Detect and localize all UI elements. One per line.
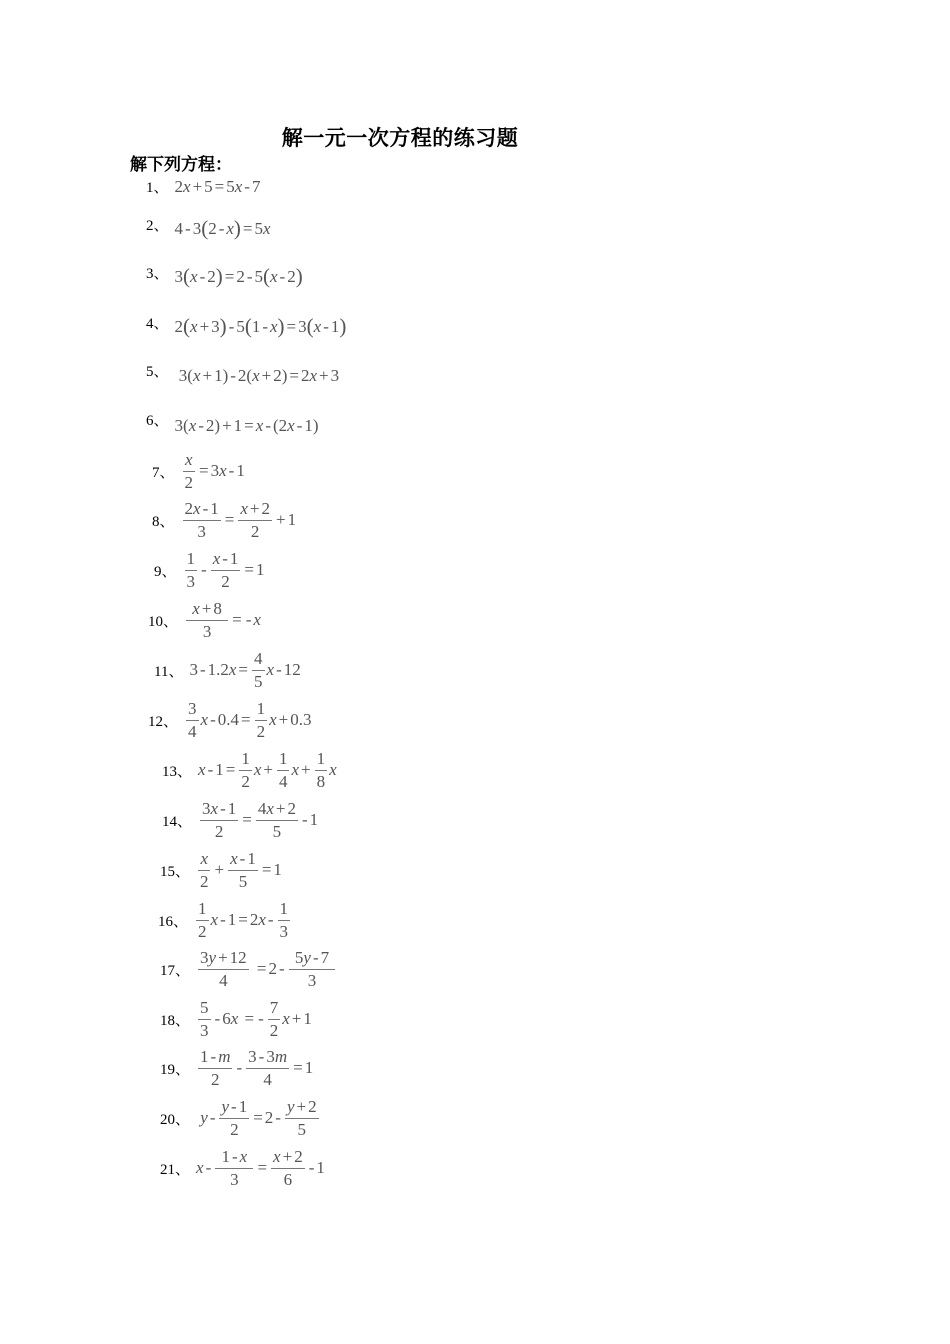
problem-number: 13、 (162, 763, 193, 780)
problem-7 (152, 450, 245, 492)
problem-18 (160, 998, 312, 1040)
problem-number: 21、 (160, 1161, 191, 1178)
equation: 2 ( x + 3 ) - 5 ( 1 - x ) = 3 ( x - 1 ) (174, 314, 347, 338)
problem-20 (160, 1097, 321, 1139)
problem-number: 14、 (162, 813, 193, 830)
equation: $\frac{x}{2}$ = 3 x - 1 (184, 450, 245, 492)
equation: $\frac{1}{2}$ x - 1 = 2 x - $\frac{1}{3}$ (198, 899, 289, 941)
problem-16 (158, 899, 292, 941)
problem-number: 4、 (146, 316, 169, 332)
instructions: 解下列方程： (130, 155, 232, 175)
problem-5 (146, 354, 339, 386)
problem-12 (148, 699, 311, 741)
equation: $\frac{1}{3}$ - $\frac{x - 1}{2}$ = 1 (186, 549, 265, 591)
equation: $\frac{3x - 1}{2}$ = $\frac{4x + 2}{5}$ - 1 (202, 799, 319, 841)
problem-number: 7、 (152, 464, 175, 481)
equation: 3 - 1.2 x = $\frac{4}{5}$ x - 12 (189, 649, 301, 691)
problem-10 (148, 599, 261, 641)
problem-number: 15、 (160, 863, 191, 880)
problem-2 (146, 208, 271, 241)
problem-number: 9、 (154, 563, 177, 580)
problem-number: 18、 (160, 1012, 191, 1029)
problem-number: 1、 (146, 180, 169, 196)
problem-3 (146, 256, 303, 289)
problem-number: 6、 (146, 412, 169, 429)
equation: $\frac{2x - 1}{3}$ = $\frac{x + 2}{2}$ + 1 (184, 499, 297, 541)
page-title: 解一元一次方程的练习题 (281, 126, 519, 150)
equation: $\frac{3y + 12}{4}$ = 2 - $\frac{5y - 7}{3}$ (200, 948, 334, 990)
equation: 4 - 3 ( 2 - x ) = 5 x (174, 216, 271, 240)
problem-number: 3、 (146, 266, 169, 282)
problem-number: 17、 (160, 962, 191, 979)
problem-6 (146, 402, 319, 436)
equation: y - $\frac{y - 1}{2}$ = 2 - $\frac{y + 2}{5}$ (200, 1097, 317, 1139)
problem-4 (146, 306, 346, 339)
equation: $\frac{x}{2}$ + $\frac{x - 1}{5}$ = 1 (200, 849, 282, 891)
problem-19 (160, 1047, 313, 1089)
problem-11 (154, 649, 301, 691)
problem-13 (162, 749, 337, 791)
problem-number: 5、 (146, 363, 169, 380)
problem-number: 12、 (148, 713, 179, 730)
problem-number: 20、 (160, 1111, 191, 1128)
problem-9 (154, 549, 265, 591)
problem-number: 11、 (154, 663, 184, 680)
equation: 3( x - 2) + 1 = x - (2 x - 1) (174, 416, 319, 435)
problem-number: 2、 (146, 218, 169, 234)
problem-17 (160, 948, 337, 990)
problem-number: 19、 (160, 1061, 191, 1078)
problem-number: 8、 (152, 513, 175, 530)
problem-8 (152, 499, 296, 541)
problem-15 (160, 849, 282, 891)
problem-number: 10、 (148, 613, 179, 630)
equation: $\frac{1 - m}{2}$ - $\frac{3 - 3m}{4}$ = 1 (200, 1047, 314, 1089)
problem-number: 16、 (158, 913, 189, 930)
equation: $\frac{3}{4}$ x - 0.4 = $\frac{1}{2}$ x + 0.3 (188, 699, 312, 741)
equation: $\frac{5}{3}$ - 6 x = - $\frac{7}{2}$ x + 1 (200, 998, 312, 1040)
equation: $\frac{x + 8}{3}$ = - x (184, 599, 261, 641)
equation: x - 1 = $\frac{1}{2}$ x + $\frac{1}{4}$ x + $\frac{1}{8}$ x (198, 749, 337, 791)
problem-14 (162, 799, 318, 841)
problem-1 (146, 176, 260, 197)
equation: x - $\frac{1 - x}{3}$ = $\frac{x + 2}{6}$ - 1 (196, 1147, 325, 1189)
equation: 3 ( x - 2 ) = 2 - 5 ( x - 2 ) (174, 264, 303, 288)
problem-21 (160, 1147, 325, 1189)
equation: 2 x + 5 = 5 x - 7 (174, 176, 261, 196)
equation: 3( x + 1) - 2( x + 2) = 2 x + 3 (174, 366, 340, 385)
